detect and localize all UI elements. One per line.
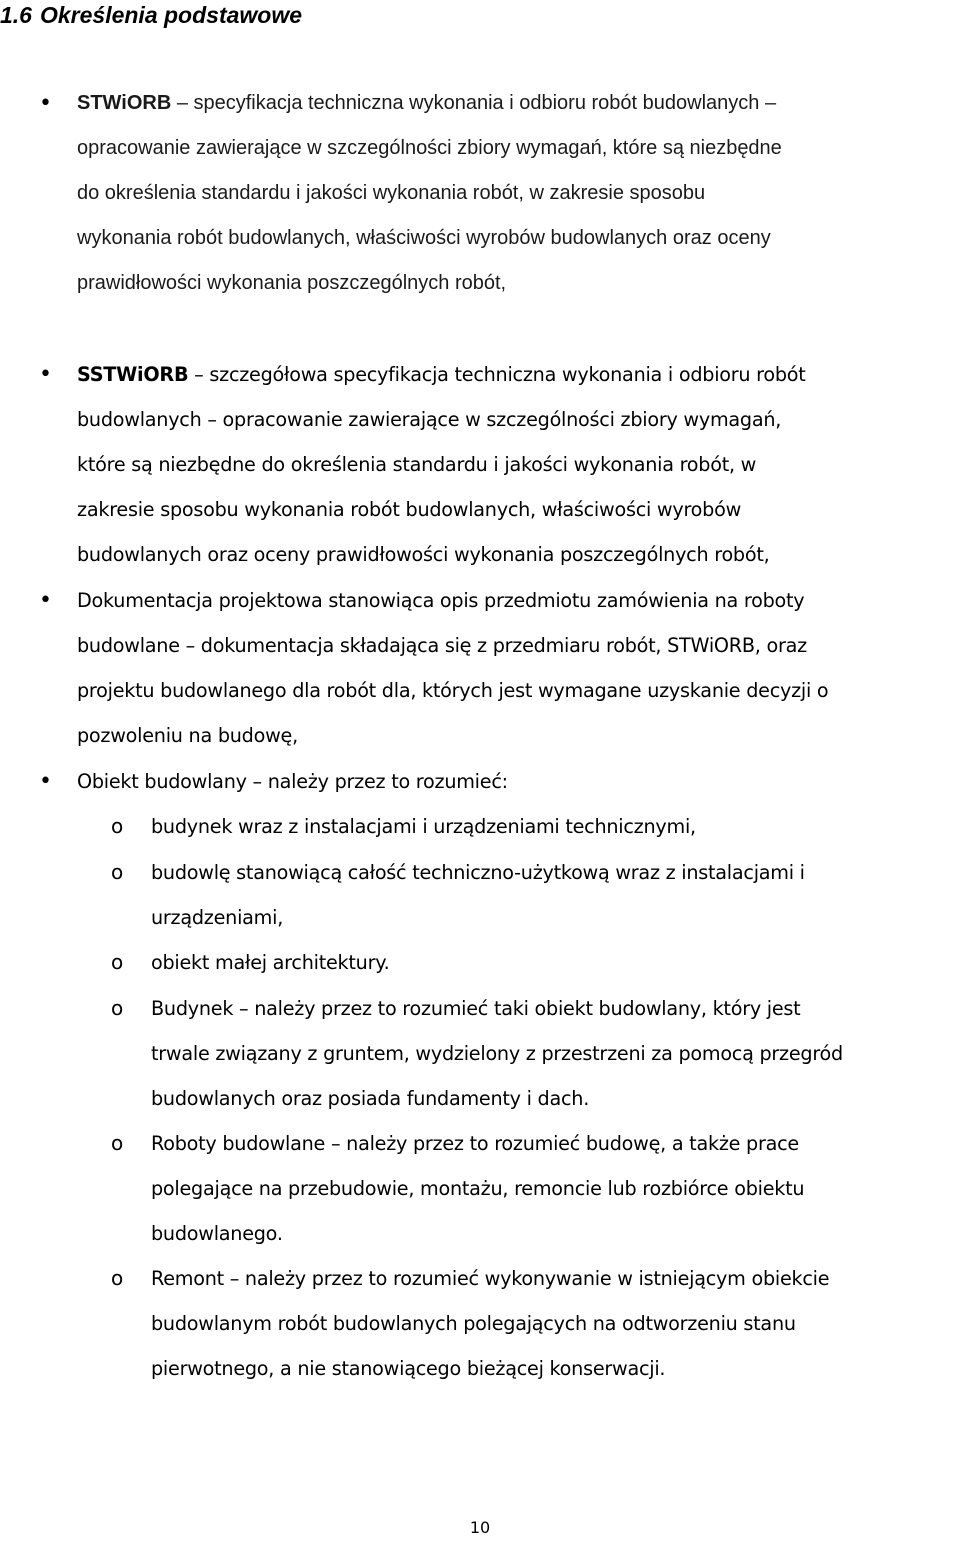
bullet-marker: • <box>39 769 52 794</box>
definition-text: – szczegółowa specyfikacja techniczna wykonania i odbioru robót budowlanych – opracowanie zawierające w szczególności zbiory wymagań, które są niezbędne do określenia standardu i jakości wykonania robót, w zakresie sposobu wykonania robót budowlanych, właściwości wyrobów budowlanych oraz oceny prawidłowości wykonania poszczególnych robót, <box>77 363 806 566</box>
term-sstwiorb: SSTWiORB <box>77 363 189 386</box>
sub-item-text: obiekt małej architektury. <box>151 951 390 974</box>
bullet-marker: • <box>39 362 52 387</box>
circle-marker: o <box>111 814 124 838</box>
bullet-marker: • <box>39 588 52 613</box>
sub-item-text: budynek wraz z instalacjami i urządzeniami technicznymi, <box>151 815 696 838</box>
circle-marker: o <box>111 860 124 884</box>
definition-sstwiorb <box>77 352 806 577</box>
term-stwiorb: STWiORB <box>77 92 172 114</box>
sub-item-text: Roboty budowlane – należy przez to rozumieć budowę, a także prace polegające na przebudowie, montażu, remoncie lub rozbiórce obiektu budowlanego. <box>151 1132 805 1245</box>
circle-marker: o <box>111 996 124 1020</box>
definition-text: – specyfikacja techniczna wykonania i odbioru robót budowlanych – opracowanie zawierające w szczególności zbiory wymagań, które są niezbędne do określenia standardu i jakości wykonania robót, w zakresie sposobu wykonania robót budowlanych, właściwości wyrobów budowlanych oraz oceny prawidłowości wykonania poszczególnych robót, <box>77 92 782 294</box>
section-number: 1.6 <box>0 2 32 28</box>
sub-item-text: budowlę stanowiącą całość techniczno-użytkową wraz z instalacjami i urządzeniami, <box>151 861 805 929</box>
page-number: 10 <box>469 1518 491 1537</box>
definition-dokumentacja-projektowa: Dokumentacja projektowa stanowiąca opis przedmiotu zamówienia na roboty budowlane – dokumentacja składająca się z przedmiaru robót, STWiORB, oraz projektu budowlanego dla robót dla, których jest wymagane uzyskanie decyzji o pozwoleniu na budowę, <box>77 589 829 747</box>
section-heading <box>0 0 302 30</box>
definition-stwiorb <box>77 81 782 306</box>
sub-item-text: Budynek – należy przez to rozumieć taki obiekt budowlany, który jest trwale związany z gruntem, wydzielony z przestrzeni za pomocą przegród budowlanych oraz posiada fundamenty i dach. <box>151 997 843 1110</box>
bullet-marker: • <box>39 91 52 116</box>
definition-obiekt-budowlany: Obiekt budowlany – należy przez to rozumieć: <box>77 770 508 793</box>
section-title: Określenia podstawowe <box>39 2 303 28</box>
sub-item-text: Remont – należy przez to rozumieć wykonywanie w istniejącym obiekcie budowlanym robót budowlanych polegających na odtworzeniu stanu pierwotnego, a nie stanowiącego bieżącej konserwacji. <box>151 1267 830 1380</box>
circle-marker: o <box>111 950 124 974</box>
circle-marker: o <box>111 1131 124 1155</box>
circle-marker: o <box>111 1266 124 1290</box>
